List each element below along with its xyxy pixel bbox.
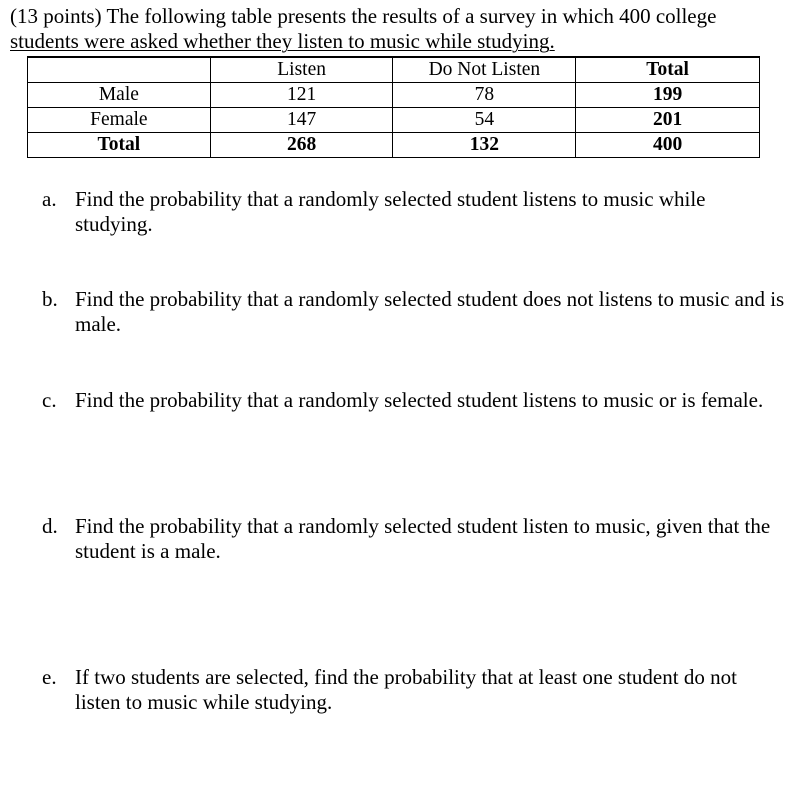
- table-header-cell: Total: [576, 57, 760, 83]
- table-cell: Total: [28, 133, 211, 158]
- table-cell: 147: [210, 108, 393, 133]
- question-letter: c.: [42, 388, 57, 412]
- table-cell: 201: [576, 108, 760, 133]
- table-cell: 78: [393, 83, 576, 108]
- problem-intro: [10, 4, 790, 54]
- intro-line-2: students were asked whether they listen to music while studying.: [10, 29, 555, 53]
- table-row: [28, 108, 760, 133]
- table-cell: Male: [28, 83, 211, 108]
- question-e: [42, 665, 797, 715]
- table-cell: 132: [393, 133, 576, 158]
- question-a: [42, 187, 797, 237]
- intro-line-1: (13 points) The following table presents the results of a survey in which 400 college: [10, 4, 717, 28]
- table-header-cell: Do Not Listen: [393, 57, 576, 83]
- question-text: Find the probability that a randomly selected student does not listens to music and is male.: [75, 287, 785, 336]
- question-d: [42, 514, 797, 564]
- table-cell: 400: [576, 133, 760, 158]
- table-cell: 54: [393, 108, 576, 133]
- table-header-cell: [28, 57, 211, 83]
- question-text: Find the probability that a randomly selected student listen to music, given that the student is a male.: [75, 514, 771, 563]
- question-letter: b.: [42, 287, 58, 311]
- table-cell: 199: [576, 83, 760, 108]
- question-letter: d.: [42, 514, 58, 538]
- question-text: Find the probability that a randomly selected student listens to music or is female.: [75, 388, 764, 412]
- table-header-cell: Listen: [210, 57, 393, 83]
- survey-table: [27, 56, 760, 158]
- table-cell: Female: [28, 108, 211, 133]
- table-cell: 121: [210, 83, 393, 108]
- table-row: [28, 83, 760, 108]
- table-header-row: [28, 57, 760, 83]
- question-text: If two students are selected, find the probability that at least one student do not listen to music while studying.: [75, 665, 737, 714]
- question-letter: a.: [42, 187, 57, 211]
- question-b: [42, 287, 797, 337]
- question-text: Find the probability that a randomly selected student listens to music while studying.: [75, 187, 706, 236]
- table-row: [28, 133, 760, 158]
- table-cell: 268: [210, 133, 393, 158]
- question-letter: e.: [42, 665, 57, 689]
- question-c: [42, 388, 797, 413]
